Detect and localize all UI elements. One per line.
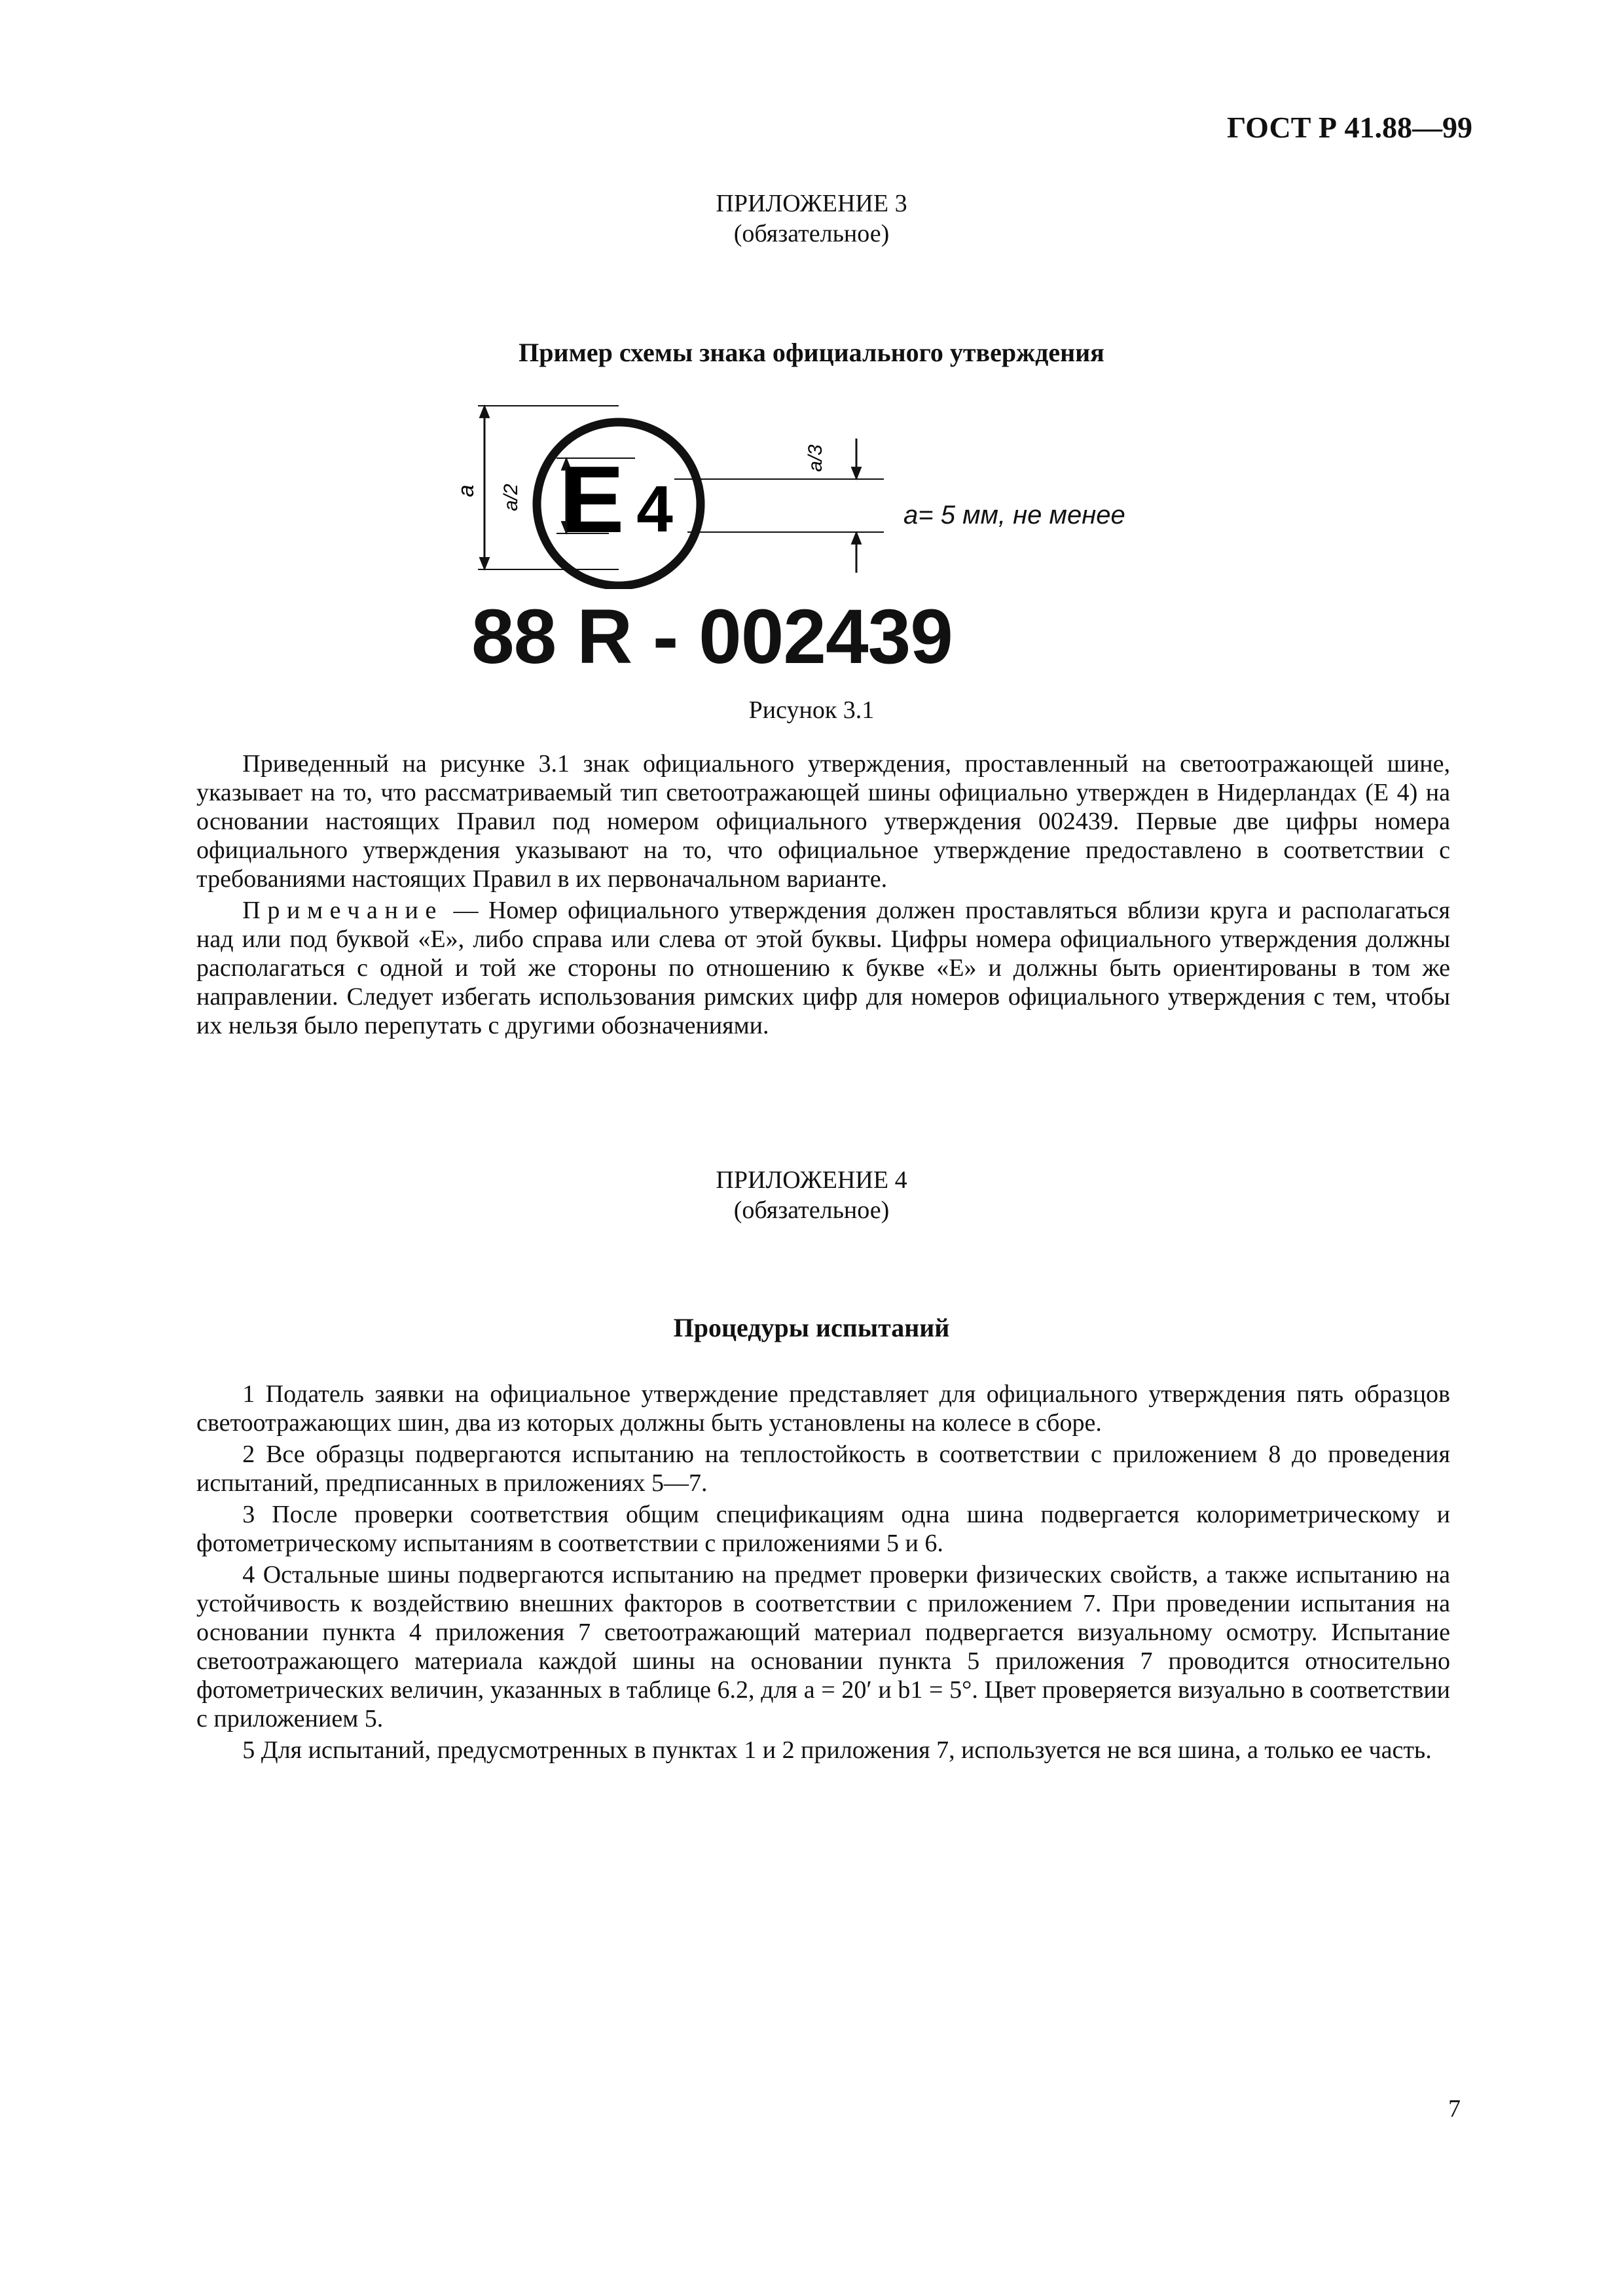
note-text: — Номер официального утверждения должен проставляться вблизи круга и располагаться над или под буквой «Е», либо справа или слева от этой буквы. Цифры номера официального утверждения должны располагаться с одной и той же стороны по отношению к букве «Е» и должны быть ориентированы в том же направлении. Следует избегать использования римских цифр для номеров официального утверждения с тем, чтобы их нельзя было перепутать с другими обозначениями. xyxy=(196,897,1450,1039)
list-item: 1 Податель заявки на официальное утверждение представляет для официального утверждения пять образцов светоотражающих шин, два из которых должны быть установлены на колесе в сборе. xyxy=(196,1380,1450,1437)
list-item: 2 Все образцы подвергаются испытанию на теплостойкость в соответствии с приложением 8 до проведения испытаний, предписанных в приложениях 5—7. xyxy=(196,1441,1450,1497)
dim-label-a-third: a/3 xyxy=(805,444,826,472)
appendix-3-paragraph: Приведенный на рисунке 3.1 знак официального утверждения, проставленный на светоотражающей шине, указывает на то, что рассматриваемый тип светоотражающей шины официально утвержден в Нидерландах (Е 4) на основании настоящих Правил под номером официального утверждения 002439. Первые две цифры номера официального утверждения указывают на то, что официальное утверждение предоставлено в соответствии с требованиями настоящих Правил в их первоначальном варианте. xyxy=(196,750,1450,893)
approval-mark-figure xyxy=(452,393,910,589)
appendix-3-title: Пример схемы знака официального утверждения xyxy=(519,338,1104,367)
list-item: 5 Для испытаний, предусмотренных в пунктах 1 и 2 приложения 7, используется не вся шина, а только ее часть. xyxy=(242,1736,1432,1764)
dim-label-a: a xyxy=(454,484,479,497)
figure-caption: Рисунок 3.1 xyxy=(748,696,875,724)
appendix-3-status: (обязательное) xyxy=(733,220,890,247)
size-note: a= 5 мм, не менее xyxy=(903,501,1125,529)
mark-letter: E xyxy=(560,446,625,552)
appendix-3-label: ПРИЛОЖЕНИЕ 3 xyxy=(716,190,907,217)
appendix-4-label: ПРИЛОЖЕНИЕ 4 xyxy=(716,1166,907,1194)
approval-number: 88 R - 002439 xyxy=(471,594,953,680)
standard-number: ГОСТ Р 41.88—99 xyxy=(1227,111,1472,144)
dim-label-a-half: a/2 xyxy=(500,484,522,511)
list-item: 3 После проверки соответствия общим спецификациям одна шина подвергается колориметрическому и фотометрическому испытаниям в соответствии с приложениями 5 и 6. xyxy=(196,1501,1450,1557)
appendix-4-body xyxy=(196,1380,1450,1765)
page-number: 7 xyxy=(1448,2095,1461,2123)
note-label: Примечание xyxy=(242,897,443,924)
appendix-3-body xyxy=(196,749,1450,1040)
appendix-4-title: Процедуры испытаний xyxy=(673,1313,950,1342)
appendix-3-heading xyxy=(0,188,1623,249)
appendix-4-heading xyxy=(0,1165,1623,1225)
appendix-4-status: (обязательное) xyxy=(733,1196,890,1224)
mark-number: 4 xyxy=(636,473,673,546)
list-item: 4 Остальные шины подвергаются испытанию на предмет проверки физических свойств, а также испытанию на устойчивость к воздействию внешних факторов в соответствии с приложением 7. При проведении испытания на основании пункта 4 приложения 7 светоотражающий материал подвергается визуальному осмотру. Испытание светоотражающего материала каждой шины на основании пункта 5 приложения 7 проводится относительно фотометрических величин, указанных в таблице 6.2, для a = 20′ и b1 = 5°. Цвет проверяется визуально в соответствии с приложением 5. xyxy=(196,1561,1450,1732)
appendix-3-note xyxy=(196,896,1450,1040)
